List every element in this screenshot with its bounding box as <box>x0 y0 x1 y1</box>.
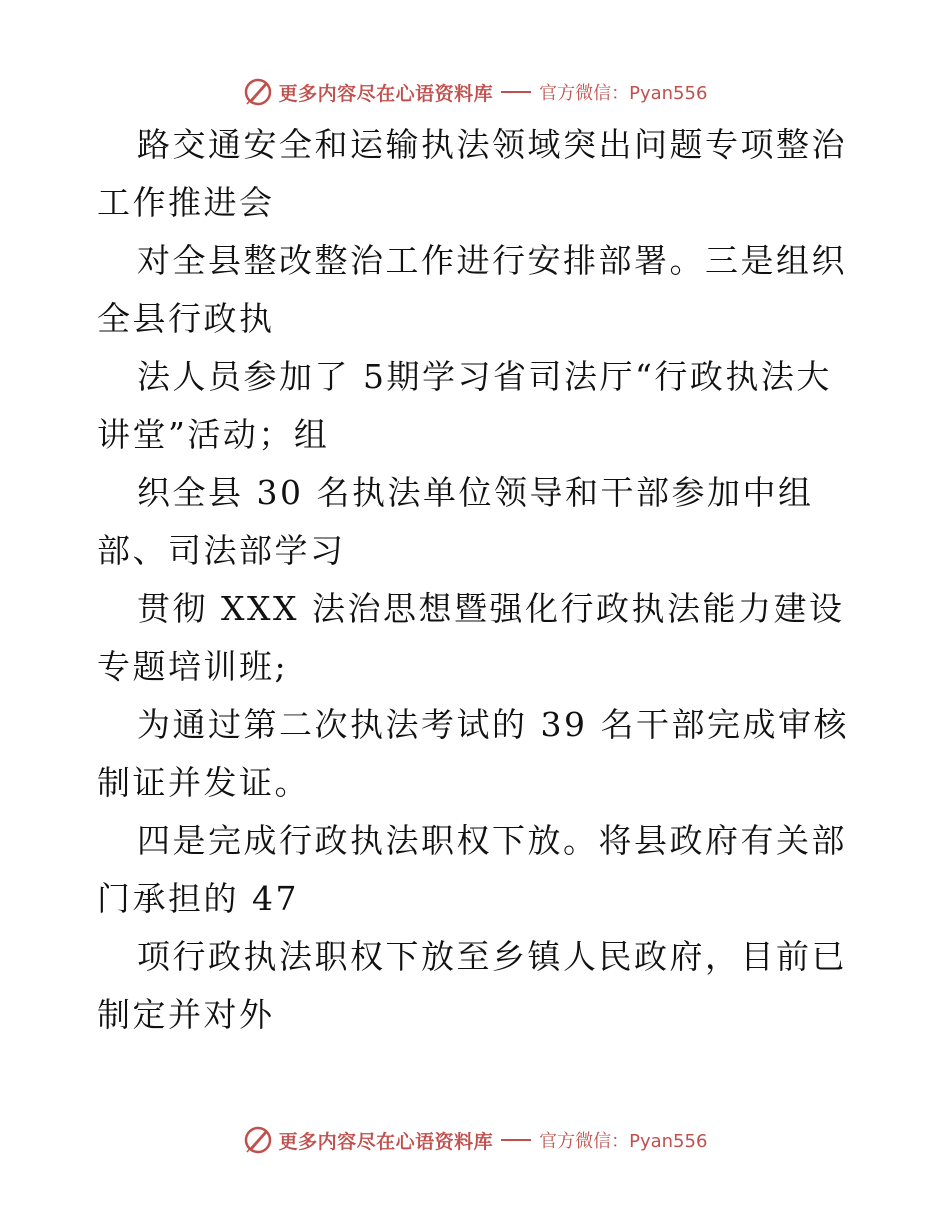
paragraph-5: 贯彻 XXX 法治思想暨强化行政执法能力建设专题培训班; <box>97 589 845 686</box>
footer-wechat-text: 官方微信：Pyan556 <box>539 1131 708 1152</box>
footer-dash <box>501 1139 531 1141</box>
quill-logo-icon <box>243 77 273 107</box>
footer-promo-text: 更多内容尽在心语资料库 <box>278 1130 494 1153</box>
paragraph-4: 织全县 30 名执法单位领导和干部参加中组部、司法部学习 <box>97 473 814 570</box>
paragraph-6: 为通过第二次执法考试的 39 名干部完成审核制证并发证。 <box>97 705 849 802</box>
paragraph-7: 四是完成行政执法职权下放。将县政府有关部门承担的 47 <box>97 821 847 918</box>
paragraph-8: 项行政执法职权下放至乡镇人民政府，目前已制定并对外 <box>97 937 847 1034</box>
header-promo-text: 更多内容尽在心语资料库 <box>278 82 494 105</box>
footer-watermark <box>0 1120 950 1160</box>
paragraph-1: 路交通安全和运输执法领域突出问题专项整治工作推进会 <box>97 125 847 222</box>
paragraph-2: 对全县整改整治工作进行安排部署。三是组织全县行政执 <box>97 241 847 338</box>
header-dash <box>501 91 531 93</box>
header-watermark <box>0 72 950 112</box>
quill-logo-icon <box>243 1125 273 1155</box>
paragraph-3: 法人员参加了 5期学习省司法厅“行政执法大讲堂”活动；组 <box>97 357 832 454</box>
document-body <box>97 116 857 1044</box>
header-wechat-text: 官方微信：Pyan556 <box>539 83 708 104</box>
